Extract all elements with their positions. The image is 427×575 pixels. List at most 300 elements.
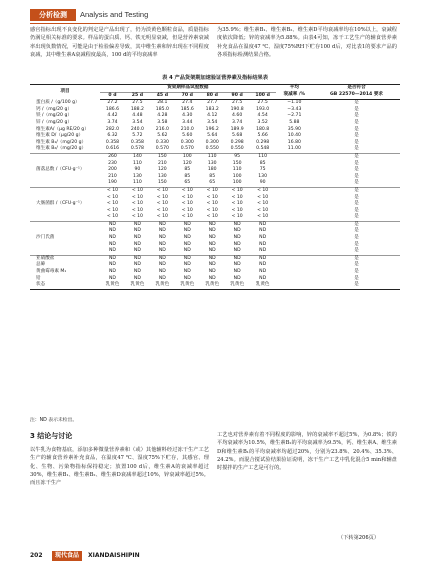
row-item: 总砷: [36, 262, 46, 268]
cell-value: ND: [208, 275, 216, 281]
cell-value: ND: [233, 241, 241, 247]
cell-value: 27.7: [207, 100, 218, 106]
cell-value: 0.616: [105, 146, 120, 152]
cell-avg: 10.40: [287, 133, 301, 139]
cell-avg: [276, 208, 313, 215]
header-day: 70 d: [175, 92, 200, 100]
cell-value: ND: [233, 248, 241, 254]
cell-value: 27.5: [132, 100, 143, 106]
cell-value: 27.2: [107, 100, 118, 106]
cell-value: 4.60: [232, 113, 243, 119]
cell-value: 4.48: [132, 113, 143, 119]
cell-value: 85: [209, 173, 216, 179]
cell-avg: [276, 167, 313, 174]
cell-gb: 是: [313, 255, 400, 262]
cell-value: 75: [259, 167, 266, 173]
cell-avg: 11.00: [287, 146, 301, 152]
cell-value: 186.6: [105, 106, 120, 112]
header-avg-group: 平均: [276, 85, 313, 93]
cell-value: < 10: [175, 187, 200, 194]
cell-value: 乳黄色: [150, 282, 175, 289]
cell-gb: 是: [354, 133, 359, 139]
cell-value: 193.0: [256, 106, 270, 112]
cell-value: < 10: [250, 187, 276, 194]
cell-value: < 10: [231, 207, 243, 213]
cell-value: 0.298: [256, 139, 270, 145]
header-gb: GB 22570—2014 要求: [313, 92, 400, 100]
row-item: 黄曲霉毒素 M₁: [36, 269, 67, 275]
cell-value: 110: [200, 153, 225, 160]
cell-value: < 10: [181, 194, 193, 200]
cell-value: 5.72: [132, 133, 143, 139]
row-item: 大肠菌群 /（CFU·g⁻¹）: [30, 187, 100, 221]
cell-value: ND: [108, 275, 116, 281]
cell-value: 3.74: [232, 119, 243, 125]
cell-avg: 16.80: [287, 139, 301, 145]
cell-value: ND: [100, 221, 125, 228]
cell-value: 0.550: [230, 146, 244, 152]
cell-value: ND: [233, 235, 241, 241]
cell-gb: 是: [354, 126, 359, 132]
cell-gb: 是: [354, 146, 359, 152]
cell-value: 4.30: [182, 113, 193, 119]
cell-value: 0.300: [180, 139, 194, 145]
cell-value: ND: [175, 255, 200, 262]
cell-value: 0.298: [230, 139, 244, 145]
cell-value: 5.66: [257, 133, 268, 139]
cell-value: ND: [158, 248, 166, 254]
cell-avg: [276, 248, 313, 255]
cell-value: < 10: [100, 187, 125, 194]
cell-gb: 是: [354, 113, 359, 119]
section-title: Analysis and Testing: [80, 10, 149, 19]
cell-gb: 是: [354, 139, 359, 145]
cell-value: 150: [157, 180, 167, 186]
cell-value: 乳黄色: [200, 282, 225, 289]
cell-value: 100: [232, 173, 242, 179]
cell-gb: 是: [354, 262, 359, 268]
cell-value: ND: [158, 275, 166, 281]
cell-gb: 是: [354, 100, 359, 106]
header-day: 100 d: [250, 92, 276, 100]
cell-value: 3.58: [157, 119, 168, 125]
cell-value: < 10: [231, 214, 243, 220]
cell-value: < 10: [156, 201, 168, 207]
cell-value: ND: [133, 262, 141, 268]
cell-value: ND: [133, 228, 141, 234]
cell-value: 3.74: [107, 119, 118, 125]
cell-value: 110: [250, 153, 276, 160]
cell-value: < 10: [106, 194, 119, 200]
cell-value: 196.2: [205, 126, 219, 132]
cell-avg: [276, 242, 313, 249]
header-gb-group: 是否符合: [313, 85, 400, 93]
cell-value: 乳黄色: [125, 282, 150, 289]
cell-avg: −1.10: [287, 100, 302, 106]
cell-value: 乳黄色: [100, 282, 125, 289]
cell-value: ND: [150, 221, 175, 228]
magazine-pinyin: XIANDAISHIPIN: [88, 552, 140, 559]
cell-avg: [276, 161, 313, 168]
cell-gb: 是: [313, 153, 400, 160]
cell-value: ND: [133, 275, 141, 281]
cell-value: < 10: [231, 194, 243, 200]
cell-value: 120: [157, 167, 167, 173]
cell-value: ND: [108, 235, 116, 241]
table-row: [30, 153, 400, 160]
cell-value: 0.550: [205, 146, 219, 152]
cell-avg: [276, 276, 313, 283]
cell-value: 150: [232, 160, 242, 166]
cell-value: 189.9: [230, 126, 244, 132]
cell-value: < 10: [156, 194, 168, 200]
cell-value: 28.1: [157, 100, 168, 106]
row-item: 菌落总数 /（CFU·g⁻¹）: [30, 153, 100, 187]
cell-value: ND: [158, 262, 166, 268]
header-day: 80 d: [200, 92, 225, 100]
cell-value: < 10: [225, 187, 250, 194]
cell-value: 180.8: [256, 126, 270, 132]
cell-value: ND: [225, 221, 250, 228]
cell-value: 3.54: [132, 119, 143, 125]
cell-avg: 35.90: [287, 126, 301, 132]
cell-value: ND: [208, 241, 216, 247]
cell-value: 85: [184, 173, 191, 179]
cell-value: 85: [259, 160, 266, 166]
cell-value: 0.578: [130, 146, 144, 152]
cell-value: ND: [225, 255, 250, 262]
cell-value: 5.60: [182, 133, 193, 139]
page-header: [0, 9, 427, 21]
cell-avg: [276, 255, 313, 262]
cell-value: ND: [158, 241, 166, 247]
cell-value: 110: [133, 180, 142, 186]
cell-value: ND: [259, 248, 267, 254]
cell-value: ND: [233, 228, 241, 234]
cell-value: < 10: [131, 214, 143, 220]
table-caption: 表 4 产品货架期加速验证营养素及指标结果表: [162, 75, 268, 81]
cell-gb: 是: [354, 235, 359, 241]
cell-value: 4.42: [107, 113, 118, 119]
cell-avg: [276, 201, 313, 208]
cell-avg: 5.88: [289, 119, 300, 125]
cell-value: ND: [183, 228, 191, 234]
conclusion-right-paragraph: 工艺也对营养素有着不同程度的影响，锌的衰减率不超过5%，为0.8%；铁的平均衰减率为10.5%，维生素B₂的平均衰减率为9.5%，钙、维生素A、维生素D和维生素B₁的平均衰减率均超过20%，分别为23.8%、20.4%、35.3%、24.2%。而混合搅试验结果验证说明，冻干生产工艺中乳化混合5 min和辅盘时搅拌的生产工艺是可行的。: [217, 432, 397, 472]
cell-value: 120: [182, 160, 192, 166]
cell-value: 110: [133, 160, 142, 166]
cell-value: 210: [108, 173, 117, 179]
cell-value: ND: [259, 228, 267, 234]
cell-avg: [276, 235, 313, 242]
cell-value: 140: [125, 153, 150, 160]
cell-value: ND: [158, 235, 166, 241]
row-item: 维生素 D/（μg/20 g）: [36, 133, 84, 139]
cell-value: < 10: [125, 187, 150, 194]
cell-value: 190.8: [230, 106, 244, 112]
cell-value: < 10: [257, 194, 269, 200]
cell-value: < 10: [181, 207, 193, 213]
row-item: 锌 /（mg/20 g）: [36, 119, 72, 125]
row-item: 蛋白质 /（g/100 g）: [36, 99, 80, 105]
cell-value: 110: [232, 167, 242, 173]
cell-value: 0.300: [205, 139, 219, 145]
cell-avg: [276, 228, 313, 235]
cell-value: ND: [208, 248, 216, 254]
cell-value: 95: [225, 153, 250, 160]
cell-value: < 10: [131, 194, 143, 200]
cell-value: ND: [259, 241, 267, 247]
cell-value: 150: [150, 153, 175, 160]
cell-gb: 是: [354, 160, 359, 166]
cell-value: 185.6: [180, 106, 194, 112]
cell-value: ND: [133, 241, 141, 247]
cell-gb: 是: [354, 167, 359, 173]
table-row: [30, 187, 400, 194]
cell-value: 188.2: [130, 106, 144, 112]
continued-note: （下转第206页）: [338, 535, 380, 541]
cell-value: ND: [133, 248, 141, 254]
cell-value: ND: [259, 262, 267, 268]
cell-value: ND: [125, 255, 150, 262]
intro-left-paragraph: 感官指标出现不良变化的判定是产品出现了，仍为淡黄色颗粒食品，质量指标仍满足相关标准的要求。样品的蛋白质、钙、铁无明显衰减，但是营养素衰减率出现负数情况，可能是由于检验偏差导致，其中维生素和锌出现在不同程度衰减，其中维生素A衰减程度最高，100 d的平均衰减率: [30, 27, 209, 58]
cell-gb: 是: [354, 173, 359, 179]
cell-value: 27.5: [232, 100, 243, 106]
table-note: 注：ND 表示未检出。: [30, 418, 78, 423]
cell-value: < 10: [156, 214, 168, 220]
row-item: 维生素 B₁/（mg/20 g）: [36, 139, 87, 145]
cell-value: ND: [183, 241, 191, 247]
magazine-name: 现代食品: [52, 551, 82, 561]
header-avg: 衰减率 /%: [276, 92, 313, 100]
header-day: 0 d: [100, 92, 125, 100]
cell-gb: 是: [354, 228, 359, 234]
cell-value: 90: [134, 167, 141, 173]
cell-avg: [276, 282, 313, 289]
cell-value: < 10: [206, 201, 218, 207]
cell-value: < 10: [206, 214, 218, 220]
cell-gb: 是: [354, 180, 359, 186]
cell-value: 5.62: [157, 133, 168, 139]
cell-value: < 10: [181, 214, 193, 220]
cell-avg: [276, 214, 313, 221]
header-item: 项目: [30, 85, 100, 100]
cell-value: ND: [108, 269, 116, 275]
cell-value: ND: [183, 248, 191, 254]
cell-value: ND: [108, 241, 116, 247]
cell-value: ND: [200, 255, 225, 262]
header-day: 90 d: [225, 92, 250, 100]
cell-value: 4.54: [257, 113, 268, 119]
cell-value: ND: [150, 255, 175, 262]
header-rule: [30, 23, 400, 24]
cell-value: 乳黄色: [175, 282, 200, 289]
cell-value: ND: [208, 262, 216, 268]
row-item: 钙 /（mg/20 g）: [36, 106, 72, 112]
cell-value: < 10: [106, 201, 119, 207]
cell-value: < 10: [131, 201, 143, 207]
row-item: 铁 /（mg/20 g）: [36, 113, 72, 119]
cell-value: 27.5: [257, 100, 268, 106]
cell-value: ND: [250, 221, 276, 228]
table-row: [30, 282, 400, 289]
cell-gb: 是: [354, 269, 359, 275]
cell-value: 6.32: [107, 133, 118, 139]
cell-value: 3.44: [182, 119, 193, 125]
cell-gb: 是: [313, 187, 400, 194]
cell-value: 0.570: [180, 146, 194, 152]
section-heading: 3 结论与讨论: [30, 432, 73, 440]
cell-avg: −2.71: [287, 113, 302, 119]
cell-value: 130: [258, 173, 268, 179]
cell-value: < 10: [181, 201, 193, 207]
cell-value: 4.12: [207, 113, 218, 119]
cell-value: ND: [158, 228, 166, 234]
cell-value: 183.2: [205, 106, 219, 112]
cell-avg: [276, 174, 313, 181]
cell-value: 180: [207, 167, 217, 173]
cell-value: 65: [209, 180, 216, 186]
cell-value: ND: [259, 269, 267, 275]
cell-value: ND: [108, 228, 116, 234]
cell-avg: [276, 221, 313, 228]
intro-right-paragraph: 为35.9%；维生素B₁、维生素B₂、维生素D平均衰减率均在10%以上，衰减程度依次降低；锌的衰减率为5.88%。由表4可知，冻干工艺生产的辅食营养素补充食品在温度47 ℃、湿度75%RH下贮存100 d后，对比表1的要求产品的各项指标检测结果合格。: [217, 27, 397, 58]
cell-value: ND: [208, 235, 216, 241]
cell-value: < 10: [206, 207, 218, 213]
cell-value: < 10: [131, 207, 143, 213]
row-item: 沙门氏菌: [30, 221, 100, 255]
cell-value: 210.0: [180, 126, 194, 132]
cell-gb: 是: [354, 275, 359, 281]
cell-value: 230: [108, 160, 117, 166]
cell-value: ND: [233, 275, 241, 281]
cell-value: ND: [233, 262, 241, 268]
shelf-life-table: [30, 84, 400, 290]
header-day: 45 d: [150, 92, 175, 100]
cell-value: 0.330: [155, 139, 169, 145]
cell-gb: 是: [354, 207, 359, 213]
cell-value: 0.358: [105, 139, 120, 145]
row-item: 维生素 B₂/（mg/20 g）: [36, 146, 87, 152]
cell-value: 乳黄色: [250, 282, 276, 289]
cell-value: 130: [207, 160, 217, 166]
conclusion-left-paragraph: 以牛乳为食物基底，添加多种微量营养素和（或）其他辅料经过冻干生产工艺生产的辅食营养素补充食品，在温度47 ℃、湿度75%下贮存，其感官、理化、生物、污染物指标保持稳定；放置100 d后，维生素A的衰减率超过30%，维生素B₁、维生素B₂、维生素D衰减率超过10%，锌衰减率超过5%。而且冻干生产: [30, 447, 209, 487]
row-item: 铅: [36, 275, 41, 281]
cell-value: 3.54: [207, 119, 218, 125]
cell-value: 260: [100, 153, 125, 160]
cell-value: 5.64: [207, 133, 218, 139]
section-tag: 分析检测: [30, 9, 76, 21]
cell-value: 90: [259, 180, 266, 186]
header-day: 25 d: [125, 92, 150, 100]
cell-value: ND: [183, 262, 191, 268]
cell-value: ND: [259, 235, 267, 241]
cell-value: 0.548: [256, 146, 270, 152]
row-item: 状态: [30, 282, 100, 289]
cell-value: < 10: [257, 201, 269, 207]
cell-gb: 是: [313, 282, 400, 289]
cell-value: 5.68: [232, 133, 243, 139]
cell-gb: 是: [354, 106, 359, 112]
cell-avg: [276, 180, 313, 187]
cell-gb: 是: [313, 221, 400, 228]
cell-value: 130: [157, 173, 167, 179]
cell-avg: [276, 269, 313, 276]
cell-value: 200: [108, 167, 117, 173]
cell-value: 190: [108, 180, 117, 186]
cell-value: ND: [183, 235, 191, 241]
cell-value: 130: [133, 173, 142, 179]
cell-value: 100: [175, 153, 200, 160]
cell-value: ND: [125, 221, 150, 228]
cell-value: 216.0: [155, 126, 169, 132]
cell-value: ND: [208, 269, 216, 275]
cell-avg: [276, 153, 313, 160]
cell-value: ND: [100, 255, 125, 262]
cell-value: ND: [259, 275, 267, 281]
cell-gb: 是: [354, 248, 359, 254]
cell-avg: [276, 187, 313, 194]
cell-value: 3.52: [257, 119, 268, 125]
row-item: 维生素A/（μg RE/20 g）: [36, 126, 89, 132]
table-row: [30, 269, 400, 276]
cell-gb: 是: [354, 201, 359, 207]
cell-value: 0.570: [155, 146, 169, 152]
cell-value: < 10: [150, 187, 175, 194]
cell-value: 4.28: [157, 113, 168, 119]
cell-value: < 10: [106, 207, 119, 213]
cell-value: ND: [250, 255, 276, 262]
cell-value: ND: [133, 269, 141, 275]
cell-value: ND: [183, 269, 191, 275]
cell-value: 100: [232, 180, 242, 186]
cell-gb: 是: [354, 194, 359, 200]
cell-value: ND: [208, 228, 216, 234]
table-row: [30, 100, 400, 107]
page-number: 202: [30, 552, 43, 559]
cell-gb: 是: [354, 119, 359, 125]
cell-value: < 10: [257, 214, 269, 220]
cell-value: ND: [108, 262, 116, 268]
cell-gb: 是: [354, 214, 359, 220]
cell-value: ND: [108, 248, 116, 254]
cell-value: < 10: [231, 201, 243, 207]
cell-value: ND: [158, 269, 166, 275]
cell-value: ND: [200, 221, 225, 228]
cell-value: < 10: [200, 187, 225, 194]
table-row: [30, 133, 400, 140]
cell-gb: 是: [354, 241, 359, 247]
table-row: [30, 120, 400, 127]
cell-value: < 10: [206, 194, 218, 200]
cell-value: ND: [233, 269, 241, 275]
cell-value: 185.0: [155, 106, 169, 112]
row-item: 亚硝酸盐: [30, 255, 100, 262]
cell-value: 0.358: [130, 139, 144, 145]
header-group: 货架期样品试验数据: [100, 85, 276, 93]
cell-value: ND: [183, 275, 191, 281]
cell-avg: [276, 195, 313, 202]
cell-value: < 10: [106, 214, 119, 220]
cell-value: ND: [133, 235, 141, 241]
cell-value: 27.4: [182, 100, 193, 106]
cell-value: 85: [184, 167, 191, 173]
table-row: [30, 113, 400, 120]
cell-value: 240.0: [130, 126, 144, 132]
cell-value: < 10: [257, 207, 269, 213]
cell-value: 282.0: [105, 126, 120, 132]
cell-avg: −3.43: [287, 106, 302, 112]
cell-avg: [276, 262, 313, 269]
